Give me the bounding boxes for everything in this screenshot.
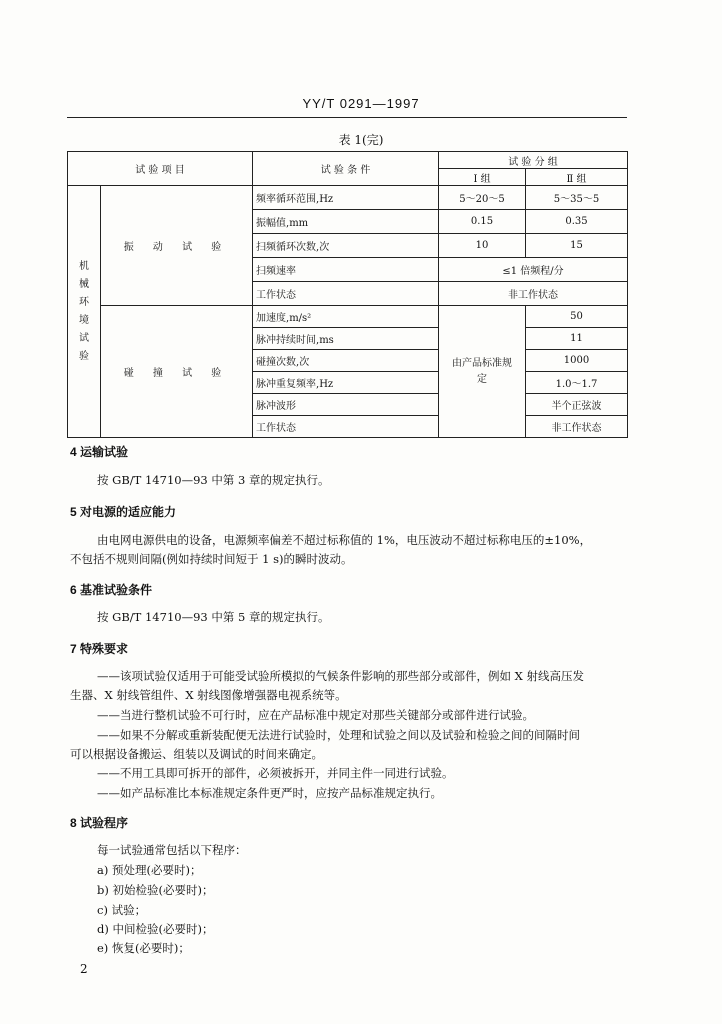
table-cell: 0.35 [526, 210, 628, 234]
section-5-line-2: 不包括不规则间隔(例如持续时间短于 1 s)的瞬时波动。 [70, 552, 353, 566]
vibration-test: 振 动 试 验 [101, 186, 253, 306]
procedure-item-b: b) 初始检验(必要时)； [97, 883, 214, 897]
table-caption: 表 1(完) [338, 133, 384, 147]
section-7-line-5: 可以根据设备搬运、组装以及调试的时间来确定。 [70, 747, 323, 761]
category-mechanical [68, 186, 101, 438]
table-cell: 15 [526, 234, 628, 258]
section-6-title: 6 基准试验条件 [70, 583, 153, 597]
procedure-item-e: e) 恢复(必要时)； [97, 941, 190, 955]
header-rule [67, 117, 627, 118]
category-label: 机械环境试验 [79, 260, 89, 362]
table-cell: 脉冲持续时间,ms [253, 328, 439, 350]
table-cell: 扫频速率 [253, 258, 439, 282]
section-4-text: 按 GB/T 14710—93 中第 3 章的规定执行。 [97, 473, 330, 487]
table-cell: 5～35～5 [526, 186, 628, 210]
section-7-title: 7 特殊要求 [70, 642, 129, 656]
section-7-line-4: ——如果不分解或重新装配便无法进行试验时，处理和试验之间以及试验和检验之间的间隔时间 [97, 728, 580, 742]
bump-group-1-text: 由产品标准规定 [452, 357, 513, 385]
procedure-item-a: a) 预处理(必要时)； [97, 863, 202, 877]
table-cell: 5～20～5 [439, 186, 526, 210]
test-table [67, 151, 628, 438]
table-cell: 0.15 [439, 210, 526, 234]
section-8-intro: 每一试验通常包括以下程序： [97, 843, 247, 857]
table-cell: ≤1 倍频程/分 [439, 258, 628, 282]
page-number: 2 [80, 962, 88, 976]
section-8-title: 8 试验程序 [70, 816, 129, 830]
table-cell: 1000 [526, 350, 628, 372]
section-5-line-1: 由电网电源供电的设备，电源频率偏差不超过标称值的 1%，电压波动不超过标称电压的±10%， [97, 533, 592, 547]
section-4-title: 4 运输试验 [70, 445, 129, 459]
header-group-1: Ⅰ 组 [439, 169, 526, 186]
table-cell: 脉冲重复频率,Hz [253, 372, 439, 394]
section-7-line-7: ——如产品标准比本标准规定条件更严时，应按产品标准规定执行。 [97, 786, 442, 800]
section-7-line-3: ——当进行整机试验不可行时，应在产品标准中规定对那些关键部分或部件进行试验。 [97, 708, 534, 722]
header-test-condition: 试 验 条 件 [253, 152, 439, 186]
table-cell: 1.0～1.7 [526, 372, 628, 394]
procedure-item-d: d) 中间检验(必要时)； [97, 922, 214, 936]
table-cell: 50 [526, 306, 628, 328]
table-cell: 加速度,m/s² [253, 306, 439, 328]
table-cell: 碰撞次数,次 [253, 350, 439, 372]
table-cell: 工作状态 [253, 416, 439, 438]
standard-number: YY/T 0291—1997 [302, 96, 420, 111]
table-cell: 频率循环范围,Hz [253, 186, 439, 210]
section-7-line-6: ——不用工具即可拆开的部件，必须被拆开，并同主件一同进行试验。 [97, 766, 454, 780]
header-test-item: 试 验 项 目 [68, 152, 253, 186]
table-cell: 非工作状态 [526, 416, 628, 438]
table-cell: 非工作状态 [439, 282, 628, 306]
section-6-text: 按 GB/T 14710—93 中第 5 章的规定执行。 [97, 610, 330, 624]
procedure-item-c: c) 试验； [97, 903, 147, 917]
table-cell: 扫频循环次数,次 [253, 234, 439, 258]
table-cell: 半个正弦波 [526, 394, 628, 416]
bump-group-1 [439, 306, 526, 438]
table-cell: 脉冲波形 [253, 394, 439, 416]
header-group-2: Ⅱ 组 [526, 169, 628, 186]
section-7-line-1: ——该项试验仅适用于可能受试验所模拟的气候条件影响的那些部分或部件，例如 X 射线高压发 [97, 669, 584, 683]
table-cell: 振幅值,mm [253, 210, 439, 234]
bump-test: 碰 撞 试 验 [101, 306, 253, 438]
table-cell: 工作状态 [253, 282, 439, 306]
section-5-title: 5 对电源的适应能力 [70, 505, 177, 519]
table-cell: 10 [439, 234, 526, 258]
table-cell: 11 [526, 328, 628, 350]
header-test-group: 试 验 分 组 [439, 152, 628, 169]
section-7-line-2: 生器、X 射线管组件、X 射线图像增强器电视系统等。 [70, 688, 347, 702]
